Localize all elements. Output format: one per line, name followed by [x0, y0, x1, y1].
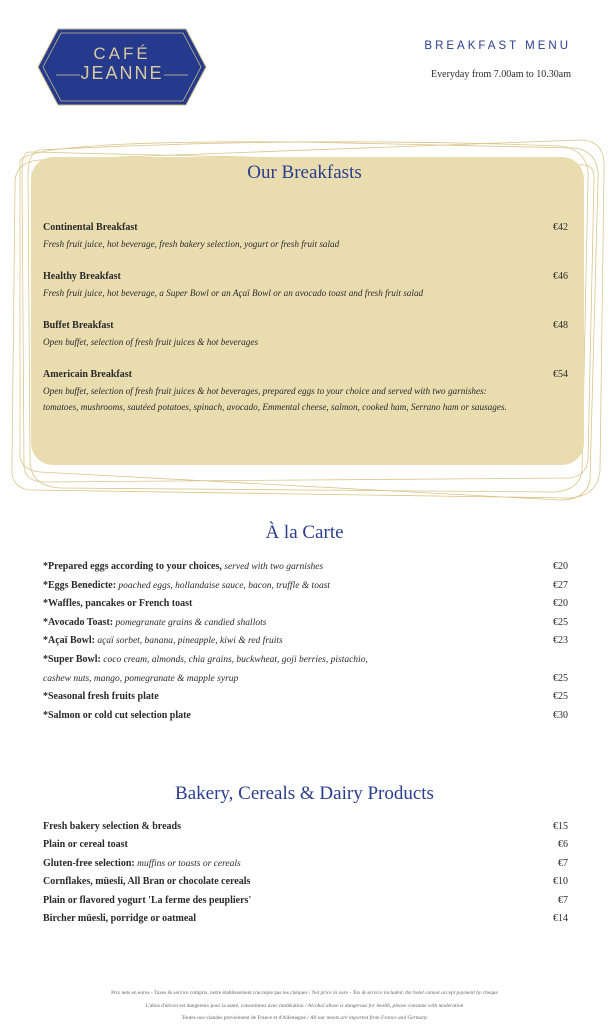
menu-hours: Everyday from 7.00am to 10.30am	[431, 69, 571, 80]
carte-item	[43, 598, 568, 609]
section-title-bakery: Bakery, Cereals & Dairy Products	[175, 783, 434, 804]
item-price: €20	[553, 598, 568, 609]
footer-text-fr: Toutes nos viandes proviennent de France et d'Allemagne /	[181, 1015, 311, 1021]
item-description: coco cream, almonds, chia grains, buckwheat, goji berries, pistachio,	[100, 655, 368, 665]
item-price: €48	[553, 320, 568, 331]
item-price: €42	[553, 222, 568, 233]
item-description: Fresh fruit juice, hot beverage, fresh bakery selection, yogurt or fresh fruit salad	[43, 239, 340, 249]
footer-line-prices	[0, 990, 609, 996]
logo-line-1: CAFÉ	[93, 44, 151, 63]
item-price: €27	[553, 580, 568, 591]
carte-item	[43, 654, 568, 665]
bakery-item	[43, 858, 568, 869]
footer-line-meats	[0, 1015, 609, 1021]
item-name: *Avocado Toast:	[43, 617, 114, 628]
item-price: €10	[553, 876, 568, 887]
item-name: Plain or flavored yogurt 'La ferme des peupliers'	[43, 895, 252, 906]
carte-item	[43, 617, 568, 628]
item-price: €25	[553, 673, 568, 684]
item-name: Healthy Breakfast	[43, 271, 121, 282]
breakfast-item	[43, 271, 568, 298]
item-description: served with two garnishes	[221, 562, 324, 572]
item-price: €15	[553, 821, 568, 832]
footer-text-fr: L'abus d'alcool est dangereux pour la santé, consommez avec modération /	[145, 1003, 308, 1009]
bakery-item	[43, 895, 568, 906]
breakfast-item	[43, 222, 568, 249]
carte-item	[43, 691, 568, 702]
item-description: Open buffet, selection of fresh fruit juices & hot beverages	[43, 337, 259, 347]
carte-item	[43, 710, 568, 721]
bakery-item	[43, 839, 568, 850]
breakfast-item	[43, 320, 568, 347]
carte-item	[43, 580, 568, 591]
item-description-continued: tomatoes, mushrooms, sautéed potatoes, spinach, avocado, Emmental cheese, salmon, cooked ham, Serrano ham or sausages.	[43, 402, 507, 412]
item-description: muffins or toasts or cereals	[134, 859, 241, 869]
item-price: €6	[558, 839, 568, 850]
item-description: pomegranate grains & candied shallots	[113, 618, 267, 628]
item-price: €23	[553, 635, 568, 646]
section-title-carte: À la Carte	[265, 522, 344, 543]
item-name: Continental Breakfast	[43, 222, 138, 233]
item-name: Americain Breakfast	[43, 369, 132, 380]
bakery-item	[43, 913, 568, 924]
bakery-item	[43, 821, 568, 832]
footer-text-fr: Prix nets en euros - Taxes & service compris, notre établissement n'accepte pas les chèques /	[111, 990, 312, 996]
item-name: Cornflakes, müesli, All Bran or chocolate cereals	[43, 876, 251, 887]
item-name: Gluten-free selection:	[43, 858, 135, 869]
item-price: €7	[558, 858, 568, 869]
breakfast-item	[43, 369, 568, 412]
item-name: *Eggs Benedicte:	[43, 580, 117, 591]
item-name: Fresh bakery selection & breads	[43, 821, 181, 832]
item-name: Plain or cereal toast	[43, 839, 128, 850]
carte-item	[43, 561, 568, 572]
bakery-item	[43, 876, 568, 887]
item-description: Open buffet, selection of fresh fruit juices & hot beverages, prepared eggs to your choice and served with two garnishes:	[43, 386, 487, 396]
cafe-jeanne-logo	[36, 27, 208, 107]
item-name: *Prepared eggs according to your choices,	[43, 561, 222, 572]
footer-text-en: All our meats are imported from France and Germany	[310, 1015, 428, 1021]
item-name: *Super Bowl:	[43, 654, 101, 665]
breakfast-panel	[31, 157, 584, 465]
item-name: *Salmon or cold cut selection plate	[43, 710, 191, 721]
logo-line-2: JEANNE	[80, 63, 164, 83]
item-name: *Waffles, pancakes or French toast	[43, 598, 193, 609]
item-price: €54	[553, 369, 568, 380]
item-description: poached eggs, hollandaise sauce, bacon, truffle & toast	[116, 581, 331, 591]
item-price: €25	[553, 617, 568, 628]
item-name: Bircher müesli, porridge or oatmeal	[43, 913, 197, 924]
item-price: €46	[553, 271, 568, 282]
section-title-breakfasts: Our Breakfasts	[247, 162, 362, 183]
menu-title: BREAKFAST MENU	[424, 40, 571, 52]
item-name: Buffet Breakfast	[43, 320, 114, 331]
carte-item	[43, 635, 568, 646]
footer-line-alcohol	[0, 1003, 609, 1009]
carte-item-continued	[43, 673, 568, 684]
item-name: *Seasonal fresh fruits plate	[43, 691, 159, 702]
item-price: €25	[553, 691, 568, 702]
item-price: €20	[553, 561, 568, 572]
footer-text-en: Net price in euro - Tax & service included, the hotel cannot accept payment by cheque	[311, 990, 498, 996]
footer-text-en: Alcohol abuse is dangerous for health, please consume with moderation	[307, 1003, 464, 1009]
item-name: *Açaï Bowl:	[43, 635, 95, 646]
item-description: Fresh fruit juice, hot beverage, a Super Bowl or an Açaï Bowl or an avocado toast and fresh fruit salad	[43, 288, 424, 298]
item-description-continued: cashew nuts, mango, pomegranate & mapple syrup	[43, 674, 239, 684]
item-price: €7	[558, 895, 568, 906]
item-price: €14	[553, 913, 568, 924]
item-description: açaï sorbet, banana, pineapple, kiwi & red fruits	[94, 636, 283, 646]
item-price: €30	[553, 710, 568, 721]
